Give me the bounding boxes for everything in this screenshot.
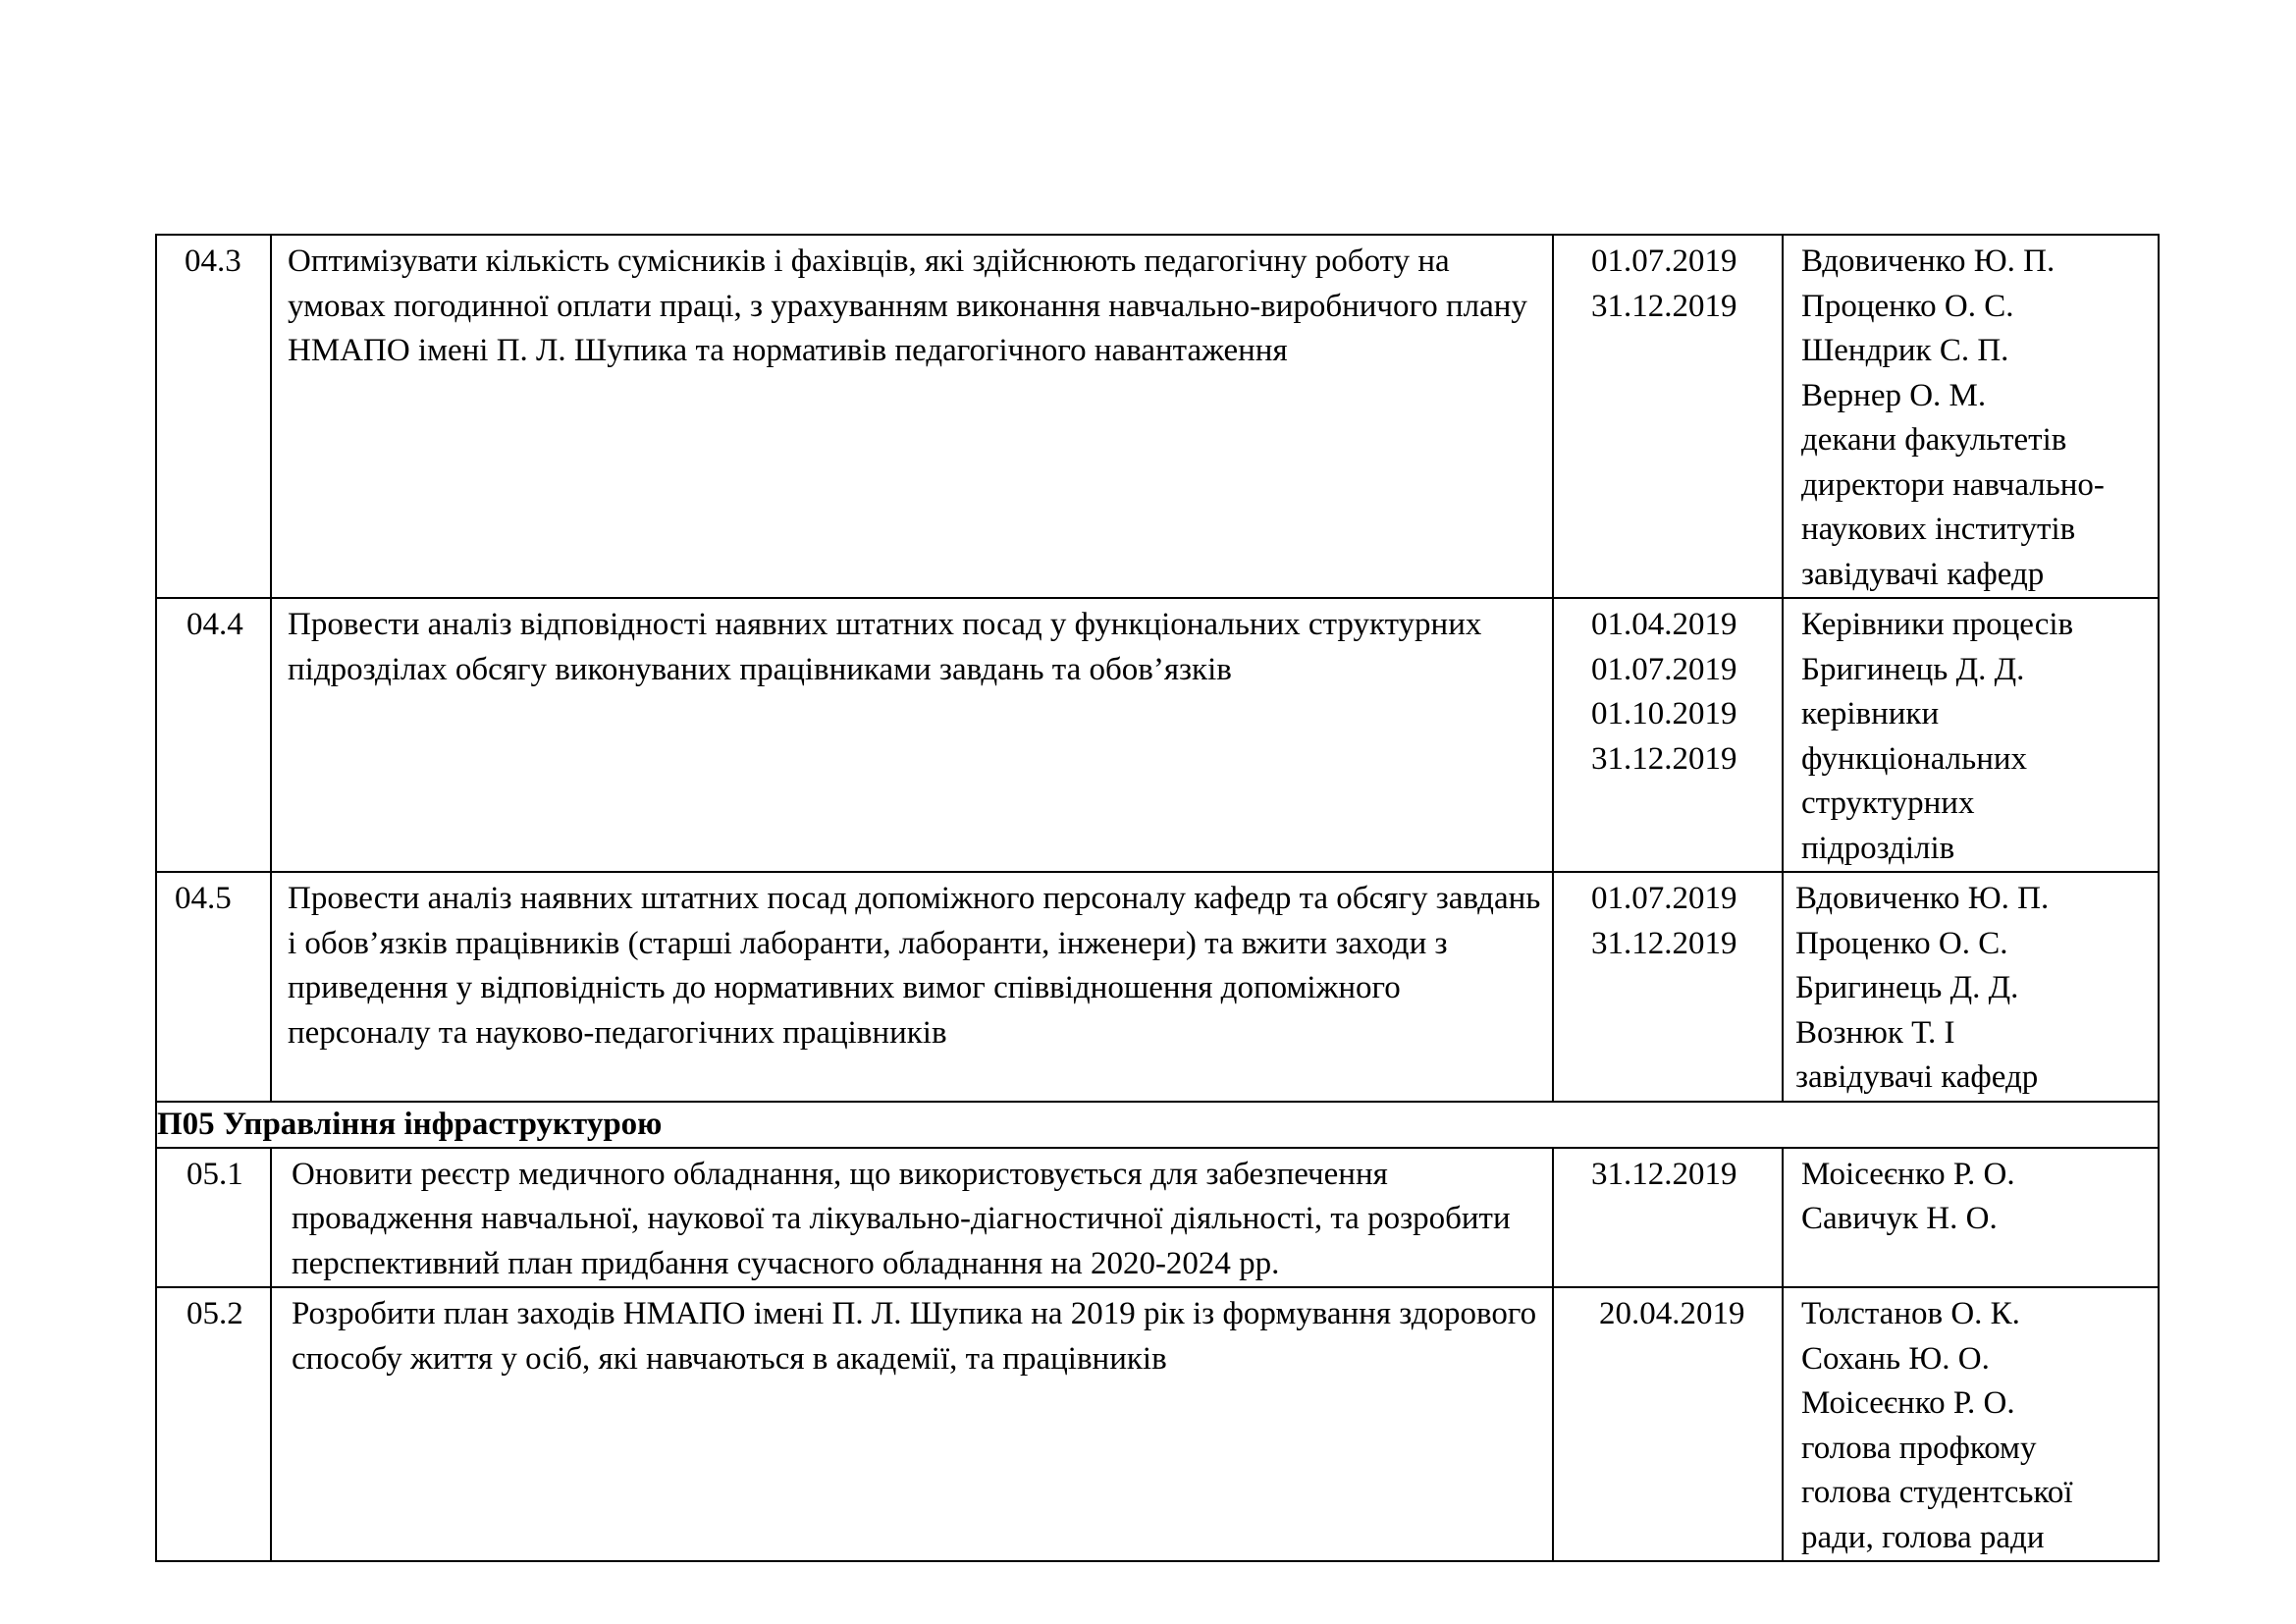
responsible-person: Вдовиченко Ю. П. xyxy=(1801,244,2056,279)
dates-list xyxy=(1554,599,1782,782)
responsible-person: Савичук Н. О. xyxy=(1801,1201,1998,1236)
date: 31.12.2019 xyxy=(1591,925,1737,961)
row-number-cell xyxy=(156,598,271,872)
activities-table xyxy=(155,234,2160,1562)
section-row xyxy=(156,1102,2159,1148)
task-text: Провести аналіз наявних штатних посад допоміжного персоналу кафедр та обсягу завдань і обов’язків працівників (старші лаборанти, лаборанти, інженери) та вжити заходи з приведення у відповідність до нормативних вимог співвідношення допоміжного персоналу та науково-педагогічних працівників xyxy=(288,881,1541,1051)
task-cell xyxy=(271,872,1553,1102)
dates-list xyxy=(1554,1288,1782,1337)
responsible-person: голова студентської xyxy=(1801,1475,2073,1510)
responsible-person: голова профкому xyxy=(1801,1430,2037,1466)
responsible-person: завідувачі кафедр xyxy=(1801,556,2045,592)
responsible-person: Вернер О. М. xyxy=(1801,377,1987,413)
date: 31.12.2019 xyxy=(1591,1156,1737,1192)
row-number: 05.1 xyxy=(187,1156,243,1192)
responsible-person: підрозділів xyxy=(1801,830,1955,866)
responsible-person: Сохань Ю. О. xyxy=(1801,1340,1990,1377)
row-number-cell xyxy=(156,872,271,1102)
table-row xyxy=(156,235,2159,598)
date: 01.04.2019 xyxy=(1591,607,1737,642)
table-row xyxy=(156,872,2159,1102)
responsible-cell xyxy=(1783,235,2159,598)
responsible-person: наукових інститутів xyxy=(1801,512,2076,547)
dates-cell xyxy=(1553,1287,1783,1561)
row-number-cell xyxy=(156,235,271,598)
row-number: 04.3 xyxy=(185,244,241,279)
dates-list xyxy=(1554,1149,1782,1198)
responsible-list xyxy=(1784,599,2158,871)
task-text: Оптимізувати кількість сумісників і фахівців, які здійснюють педагогічну роботу на умовах погодинної оплати праці, з урахуванням виконання навчально-виробничого плану НМАПО імені П. Л. Шупика та нормативів педагогічного навантаження xyxy=(288,244,1527,368)
responsible-person: декани факультетів xyxy=(1801,422,2067,458)
dates-cell xyxy=(1553,1148,1783,1288)
responsible-person: Толстанов О. К. xyxy=(1801,1296,2020,1331)
responsible-person: ради, голова ради xyxy=(1801,1519,2045,1555)
row-number-cell xyxy=(156,1148,271,1288)
task-cell xyxy=(271,235,1553,598)
task-cell xyxy=(271,598,1553,872)
responsible-cell xyxy=(1783,1148,2159,1288)
responsible-person: структурних xyxy=(1801,785,1975,821)
responsible-cell xyxy=(1783,1287,2159,1561)
task-text: Розробити план заходів НМАПО імені П. Л. Шупика на 2019 рік із формування здорового способу життя у осіб, які навчаються в академії, та працівників xyxy=(292,1296,1537,1377)
date: 31.12.2019 xyxy=(1591,288,1737,324)
table-row xyxy=(156,598,2159,872)
responsible-cell xyxy=(1783,598,2159,872)
dates-cell xyxy=(1553,235,1783,598)
date: 31.12.2019 xyxy=(1591,740,1737,777)
responsible-person: Вдовиченко Ю. П. xyxy=(1795,881,2050,916)
responsible-list xyxy=(1784,873,2158,1101)
dates-list xyxy=(1554,236,1782,329)
date: 20.04.2019 xyxy=(1599,1296,1745,1331)
responsible-person: функціональних xyxy=(1801,740,2028,777)
responsible-person: Моісеєнко Р. О. xyxy=(1801,1156,2015,1192)
responsible-person: Проценко О. С. xyxy=(1801,288,2014,324)
responsible-person: директори навчально- xyxy=(1801,466,2105,503)
task-text: Провести аналіз відповідності наявних штатних посад у функціональних структурних підрозділах обсягу виконуваних працівниками завдань та обов’язків xyxy=(288,607,1482,687)
section-title: П05 Управління інфраструктурою xyxy=(156,1102,2159,1148)
task-cell xyxy=(271,1287,1553,1561)
task-text: Оновити реєстр медичного обладнання, що використовується для забезпечення провадження навчальної, наукової та лікувально-діагностичної діяльності, та розробити перспективний план придбання сучасного обладнання на 2020-2024 рр. xyxy=(292,1156,1511,1281)
row-number: 04.4 xyxy=(187,607,243,642)
row-number: 05.2 xyxy=(187,1296,243,1331)
task-cell xyxy=(271,1148,1553,1288)
dates-cell xyxy=(1553,598,1783,872)
date: 01.07.2019 xyxy=(1591,881,1737,916)
table-row xyxy=(156,1287,2159,1561)
responsible-person: Бригинець Д. Д. xyxy=(1801,651,2025,687)
responsible-person: Бригинець Д. Д. xyxy=(1795,970,2019,1005)
dates-list xyxy=(1554,873,1782,966)
date: 01.10.2019 xyxy=(1591,696,1737,731)
responsible-list xyxy=(1784,1288,2158,1560)
date: 01.07.2019 xyxy=(1591,244,1737,279)
responsible-list xyxy=(1784,1149,2158,1242)
responsible-person: завідувачі кафедр xyxy=(1795,1059,2039,1095)
responsible-person: Моісеєнко Р. О. xyxy=(1801,1385,2015,1421)
row-number: 04.5 xyxy=(175,881,232,916)
responsible-cell xyxy=(1783,872,2159,1102)
responsible-person: керівники xyxy=(1801,696,1940,731)
responsible-person: Шендрик С. П. xyxy=(1801,333,2009,368)
responsible-person: Керівники процесів xyxy=(1801,607,2074,642)
date: 01.07.2019 xyxy=(1591,651,1737,687)
row-number-cell xyxy=(156,1287,271,1561)
responsible-person: Вознюк Т. І xyxy=(1795,1014,1955,1051)
table-row xyxy=(156,1148,2159,1288)
responsible-list xyxy=(1784,236,2158,597)
dates-cell xyxy=(1553,872,1783,1102)
responsible-person: Проценко О. С. xyxy=(1795,925,2008,961)
